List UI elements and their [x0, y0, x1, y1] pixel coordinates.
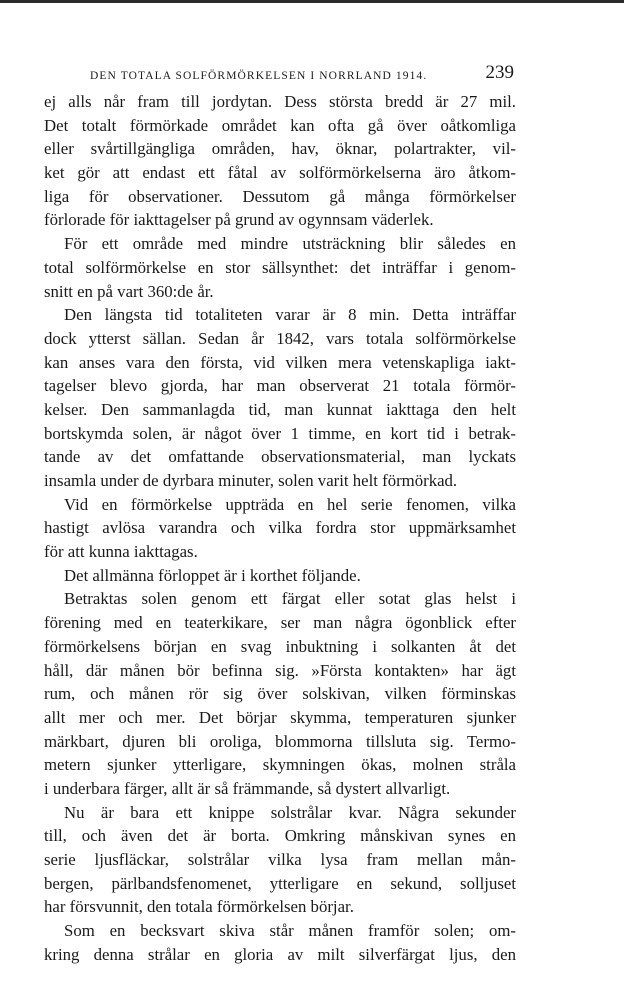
text-line: håll, där månen bör befinna sig. »Första kontakten» har ägt	[44, 660, 516, 680]
text-line: eller svårtillgängliga områden, hav, öknar, polartrakter, vil-	[44, 139, 516, 159]
page-number: 239	[485, 62, 514, 83]
text-line: har försvunnit, den totala förmörkelsen börjar.	[44, 897, 354, 917]
text-line: till, och även det är borta. Omkring månskivan synes en	[44, 826, 516, 846]
text-line: Den längsta tid totaliteten varar är 8 min. Detta inträffar	[64, 305, 516, 325]
text-line: i underbara färger, allt är så främmande, så dystert allvarligt.	[44, 778, 451, 798]
text-line: tagelser blevo gjorda, har man observerat 21 totala förmör-	[44, 376, 516, 396]
text-line: hastigt avlösa varandra och vilka fordra stor uppmärksamhet	[44, 518, 516, 538]
running-title: DEN TOTALA SOLFÖRMÖRKELSEN I NORRLAND 1914.	[90, 70, 428, 82]
text-line: rum, och månen rör sig över solskivan, vilken förminskas	[44, 684, 516, 704]
text-line: Som en becksvart skiva står månen framför solen; om-	[64, 921, 516, 941]
text-line: bergen, pärlbandsfenomenet, ytterligare en sekund, solljuset	[44, 873, 516, 893]
text-line: kelser. Den sammanlagda tid, man kunnat iakttaga den helt	[44, 399, 516, 419]
text-line: serie ljusfläckar, solstrålar vilka lysa fram mellan mån-	[44, 850, 516, 869]
text-line: Betraktas solen genom ett färgat eller sotat glas helst i	[64, 589, 516, 609]
body-text	[44, 90, 516, 966]
text-line: kan anses vara den första, vid vilken mera vetenskapliga iakt-	[44, 352, 516, 372]
text-line: tande av det omfattande observationsmaterial, man lyckats	[44, 447, 516, 467]
text-line: ket gör att endast ett fåtal av solförmörkelserna äro åtkom-	[44, 163, 516, 183]
text-line: Vid en förmörkelse uppträda en hel serie fenomen, vilka	[64, 494, 516, 514]
running-header	[44, 62, 514, 84]
text-line: ej alls når fram till jordytan. Dess största bredd är 27 mil.	[44, 92, 516, 111]
text-line: förlorade för iakttagelser på grund av ogynnsam väderlek.	[44, 210, 434, 230]
text-line: för att kunna iakttagas.	[44, 542, 198, 562]
text-line: dock ytterst sällan. Sedan år 1842, vars totala solförmörkelse	[44, 328, 516, 348]
text-line: insamla under de dyrbara minuter, solen varit helt förmörkad.	[44, 471, 458, 490]
text-line: liga för observationer. Dessutom gå många förmörkelser	[44, 186, 516, 206]
text-line: total solförmörkelse en stor sällsynthet: det inträffar i genom-	[44, 257, 516, 277]
text-line: snitt en på vart 360:de år.	[44, 281, 214, 301]
text-line: allt mer och mer. Det börjar skymma, temperaturen sjunker	[44, 707, 516, 727]
text-line: märkbart, djuren bli oroliga, blommorna tillsluta sig. Termo-	[44, 731, 516, 751]
text-line: För ett område med mindre utsträckning blir således en	[64, 234, 516, 254]
text-line: Nu är bara ett knippe solstrålar kvar. Några sekunder	[64, 802, 516, 822]
text-line: bortskymda solen, är något över 1 timme, en kort tid i betrak-	[44, 423, 516, 443]
text-line: förening med en teaterkikare, ser man några ögonblick efter	[44, 613, 516, 633]
text-line: kring denna strålar en gloria av milt silverfärgat ljus, den	[44, 944, 516, 964]
text-line: förmörkelsens början en svag inbuktning i solkanten åt det	[44, 636, 516, 656]
text-line: Det totalt förmörkade området kan ofta gå över oåtkomliga	[44, 115, 516, 135]
top-scan-border	[0, 0, 624, 3]
text-line: Det allmänna förloppet är i korthet följande.	[64, 565, 361, 585]
text-line: metern sjunker ytterligare, skymningen ökas, molnen stråla	[44, 755, 516, 775]
